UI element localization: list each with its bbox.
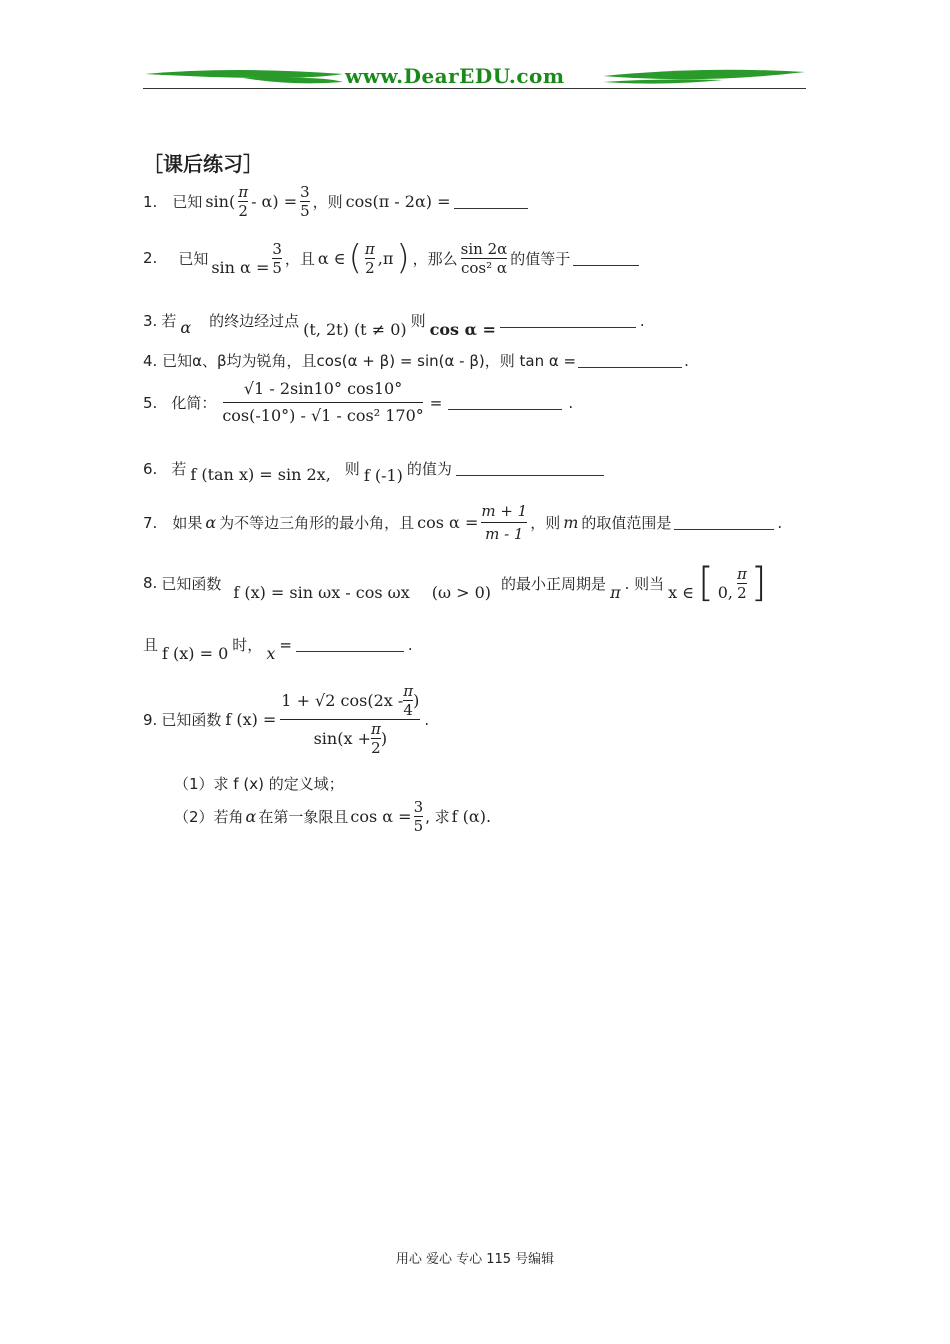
fraction: $\frac{3}{5}$	[413, 798, 424, 835]
answer-blank[interactable]	[578, 353, 682, 368]
fraction: $\frac{√1 - 2\sin 10^\circ \cos 10^\circ}{\text{cos(-10°) - √1 - cos² 170°}}$	[222, 379, 424, 425]
problem-8-continued: 且 f (x) = 0 时， x = .	[143, 635, 413, 663]
fraction: $\frac{m + 1}{m - 1}$	[481, 502, 528, 543]
answer-blank[interactable]	[573, 251, 639, 266]
problem-9-part-2: （2）若角 α 在第一象限且 cos α = $\frac{3}{5}$ , 求 f (α).	[174, 798, 492, 835]
site-logo: www.DearEDU.com	[345, 64, 565, 88]
problem-9-part-1: （1）求 f (x) 的定义域；	[174, 775, 344, 793]
answer-blank[interactable]	[296, 637, 404, 652]
fraction: $\frac{\sin 2\alpha}{\text{cos² α}}$	[460, 239, 508, 277]
answer-blank[interactable]	[454, 194, 528, 209]
problem-6: 6. 若 f (tan x) = sin 2x, 则 f (-1) 的值为	[143, 452, 604, 485]
problem-9: 9. 已知函数 f (x) = 1 + √2 cos(2x - $\frac{\pi}{4}$ ) sin(x + $\frac{\pi}{2}$ ) .	[143, 682, 430, 757]
page-footer: 用心 爱心 专心 115 号编辑	[395, 1252, 555, 1267]
left-leaf-icon	[145, 70, 343, 78]
answer-blank[interactable]	[456, 461, 604, 476]
problem-8: 8. 已知函数 f (x) = sin ωx - cos ωx (ω > 0) 的最小正周期是 π . 则当 x ∈ [ 0, $\frac{\pi}{2}$ ]	[143, 560, 767, 606]
problem-7: 7. 如果 α 为不等边三角形的最小角，且 cos α = $\frac{m + 1}{m - 1}$ ，则 m 的取值范围是 .	[143, 502, 783, 543]
fraction: $\frac{3}{5}$	[300, 183, 310, 220]
fraction: 1 + √2 cos(2x - $\frac{\pi}{4}$ ) sin(x + $\frac{\pi}{2}$ )	[281, 682, 420, 757]
fraction: $\frac{\pi}{2}$	[364, 239, 375, 277]
problem-5: 5. 化简： $\frac{√1 - 2\sin 10^\circ \cos 10^\circ}{\text{cos(-10°) - √1 - cos² 170°}}$ = .	[143, 376, 573, 429]
fraction: $\frac{\pi}{2}$	[238, 183, 249, 220]
fraction: $\frac{\pi}{2}$	[736, 564, 747, 602]
section-title: ［课后练习］	[143, 152, 263, 176]
problem-1: 1. 已知 sin( $\frac{\pi}{2}$ - α) = $\frac{3}{5}$ ，则 cos(π - 2α) =	[143, 183, 528, 220]
problem-3: 3. 若 α 的终边经过点 (t, 2t) (t ≠ 0) 则 cos α = .	[143, 311, 645, 339]
answer-blank[interactable]	[448, 395, 562, 410]
problem-4: 4. 已知α、β均为锐角，且cos(α + β) = sin(α - β)，则 tan α = .	[143, 351, 689, 370]
answer-blank[interactable]	[500, 313, 636, 328]
right-leaf-icon	[603, 70, 805, 79]
answer-blank[interactable]	[674, 515, 774, 530]
header-rule	[143, 88, 806, 89]
fraction: $\frac{3}{5}$	[272, 239, 282, 277]
problem-2: 2. 已知 sin α = $\frac{3}{5}$ ，且 α ∈ ( $\frac{\pi}{2}$ ,π ) ，那么 $\frac{\sin 2\alpha}{\text{cos² α}}$ 的值等于	[143, 238, 639, 278]
